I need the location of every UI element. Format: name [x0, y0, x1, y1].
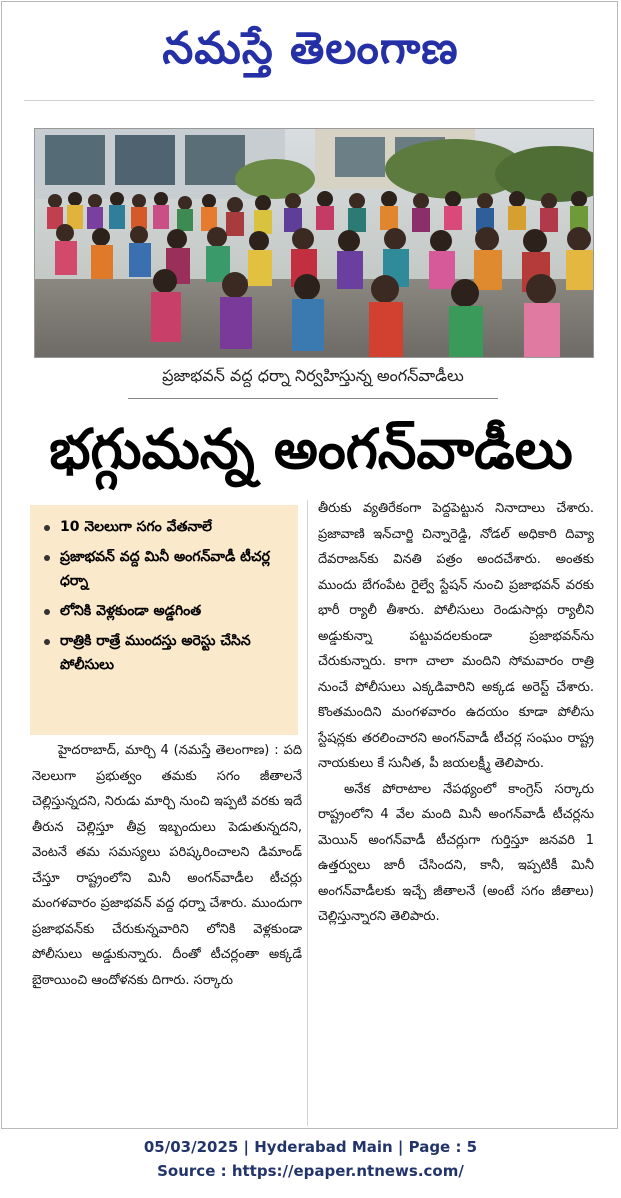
highlight-item: 10 నెలలుగా సగం వేతనాలే: [42, 515, 290, 539]
highlight-item: ప్రజాభవన్ వద్ద మినీ అంగన్‌వాడీ టీచర్ల ధర్నా: [42, 545, 290, 593]
article-headline: భగ్గుమన్న అంగన్‌వాడీలు: [49, 417, 573, 481]
highlights-box: [30, 505, 298, 735]
news-photo: [34, 128, 594, 358]
article-paragraph: తీరుకు వ్యతిరేకంగా పెద్దపెట్టున నినాదాలు చేశారు. ప్రజావాణి ఇన్‌చార్జి చిన్నారెడ్డి, నోడల్ అధికారి దివ్యా దేవరాజన్‌కు వినతి పత్రం అందచేశారు. అంతకు ముందు బేగంపేట రైల్వే స్టేషన్ నుంచి ప్రజాభవన్ వరకు భారీ ర్యాలీ తీశారు. పోలీసులు రెండుసార్లు ర్యాలీని అడ్డుకున్నా పట్టువదలకుండా ప్రజాభవన్‌ను చేరుకున్నారు. కాగా చాలా మందిని సోమవారం రాత్రి నుంచే పోలీసులు ఎక్కడివారిని అక్కడ అరెస్ట్ చేశారు. కొంతమందిని మంగళవారం ఉదయం కూడా పోలీసు స్టేషన్లకు తరలించారని అంగన్‌వాడీ టీచర్ల సంఘం రాష్ట్ర నాయకులు కే సునీత, పీ జయలక్ష్మీ తెలిపారు.: [318, 501, 594, 771]
article-left-column: [32, 738, 302, 1130]
caption-divider: [128, 398, 498, 399]
page-footer: [0, 1134, 621, 1188]
footer-date-edition: 05/03/2025 | Hyderabad Main | Page : 5: [143, 1138, 478, 1156]
footer-source: Source : https://epaper.ntnews.com/: [157, 1162, 464, 1180]
masthead-divider: [24, 100, 594, 101]
newspaper-masthead: నమస్తే తెలంగాణ: [162, 23, 459, 74]
protest-crowd-image: [35, 129, 593, 357]
highlight-item: లోనికి వెళ్లకుండా అడ్డగింత: [42, 599, 290, 623]
article-paragraph: హైదరాబాద్, మార్చి 4 (నమస్తే తెలంగాణ) : పది నెలలుగా ప్రభుత్వం తమకు సగం జీతాలనే చెల్లిస్తున్నదని, నిరుడు మార్చి నుంచి ఇప్పటి వరకు ఇదే తీరున చెల్లిస్తూ తీవ్ర ఇబ్బందులు పెడుతున్నదని, వెంటనే తమ సమస్యలు పరిష్కరించాలని డిమాండ్ చేస్తూ రాష్ట్రంలోని మినీ అంగన్‌వాడీల టీచర్లు మంగళవారం ప్రజాభవన్ వద్ద ధర్నా చేశారు. ముందుగా ప్రజాభవన్‌కు చేరుకున్నవారిని లోనికి వెళ్లకుండా పోలీసులు అడ్డుకున్నారు. దీంతో టీచర్లంతా అక్కడే బైఠాయించి ఆందోళనకు దిగారు. సర్కారు: [32, 743, 302, 988]
highlight-item: రాత్రికి రాత్రే ముందస్తు అరెస్టు చేసిన పోలీసులు: [42, 629, 290, 677]
article-paragraph: అనేక పోరాటాల నేపథ్యంలో కాంగ్రెస్ సర్కారు రాష్ట్రంలోని 4 వేల మంది మినీ అంగన్‌వాడీ టీచర్లను మెయిన్ అంగన్‌వాడీ టీచర్లుగా గుర్తిస్తూ జనవరి 1 ఉత్తర్వులు జారీ చేసిందని, కానీ, ఇప్పటికీ మినీ అంగన్‌వాడీలకు ఇచ్చే జీతాలనే (అంటే సగం జీతాలు) చెల్లిస్తున్నారని తెలిపారు.: [318, 781, 594, 924]
photo-caption: ప్రజాభవన్ వద్ద ధర్నా నిర్వహిస్తున్న అంగన్‌వాడీలు: [162, 366, 464, 385]
column-divider: [307, 500, 308, 1126]
article-right-column: [318, 496, 594, 1130]
highlights-list: [42, 515, 290, 677]
